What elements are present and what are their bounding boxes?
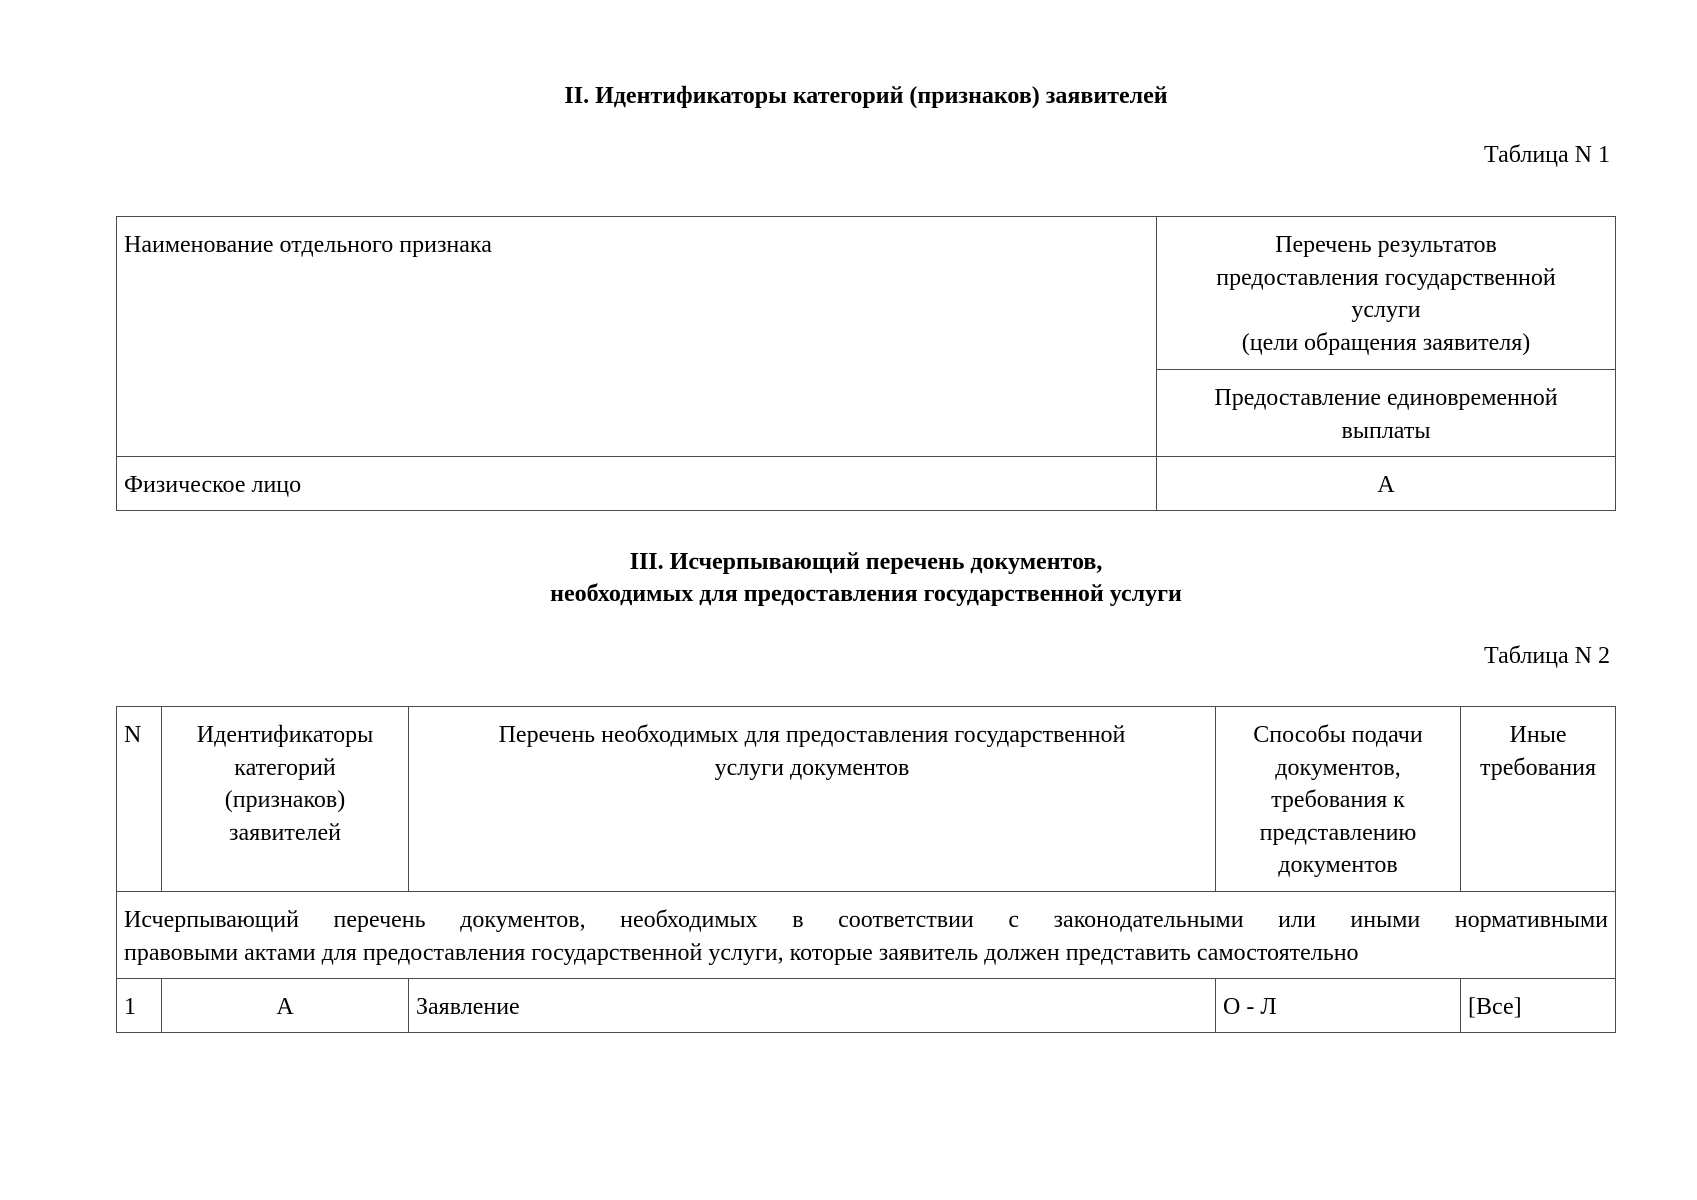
table-1-caption: Таблица N 1 bbox=[1484, 142, 1610, 168]
table-1-header-results-line: предоставления государственной bbox=[1216, 264, 1556, 291]
section-3-heading-line: необходимых для предоставления государственной услуги bbox=[550, 581, 1182, 607]
table-row bbox=[117, 979, 1616, 1033]
section-2-heading-text: II. Идентификаторы категорий (признаков) заявителей bbox=[564, 83, 1168, 109]
table-1-header-results-line: услуги bbox=[1351, 297, 1421, 323]
table-2-header-methods-line: представлению bbox=[1259, 819, 1417, 846]
table-1-header-feature-name-text: Наименование отдельного признака bbox=[124, 232, 492, 258]
table-2 bbox=[116, 706, 1616, 1033]
table-2-header-other-line: Иные bbox=[1509, 722, 1567, 748]
table-2-caption: Таблица N 2 bbox=[1484, 643, 1610, 669]
table-2-header-row bbox=[117, 707, 1616, 892]
table-2-header-methods bbox=[1216, 707, 1461, 892]
table-2-cell-document: Заявление bbox=[409, 979, 1216, 1033]
table-2-cell-n: 1 bbox=[117, 979, 162, 1033]
table-2-header-identifiers-line: Идентификаторы bbox=[196, 722, 374, 748]
table-2-cell-other: [Все] bbox=[1461, 979, 1616, 1033]
table-2-cell-method: О - Л bbox=[1216, 979, 1461, 1033]
table-2-header-documents-line: Перечень необходимых для предоставления государственной bbox=[498, 722, 1126, 748]
table-1-header-results-line: Перечень результатов bbox=[1275, 232, 1497, 258]
table-2-header-other bbox=[1461, 707, 1616, 892]
table-2-header-identifiers bbox=[162, 707, 409, 892]
table-2-header-documents bbox=[409, 707, 1216, 892]
table-1-cell-name: Физическое лицо bbox=[117, 457, 1157, 511]
table-1-header-results-line: (цели обращения заявителя) bbox=[1241, 329, 1531, 356]
table-2-group-line: правовыми актами для предоставления государственной услуги, которые заявитель должен представить самостоятельно bbox=[124, 939, 1359, 966]
table-2-header-identifiers-line: категорий bbox=[234, 754, 336, 781]
table-2-group-row bbox=[117, 892, 1616, 979]
table-2-header-n: N bbox=[117, 707, 162, 892]
table-2-group-cell bbox=[117, 892, 1616, 979]
table-2-header-documents-line: услуги документов bbox=[714, 754, 910, 781]
table-1-header-single-payment bbox=[1157, 370, 1616, 457]
table-1-cell-value: А bbox=[1157, 457, 1616, 511]
table-2-header-identifiers-line: (признаков) bbox=[224, 787, 346, 813]
table-2-header-identifiers-line: заявителей bbox=[229, 819, 341, 846]
table-2-header-methods-line: Способы подачи bbox=[1253, 722, 1423, 748]
table-1-header-single-payment-line: Предоставление единовременной bbox=[1214, 385, 1558, 411]
table-1-header-row bbox=[117, 217, 1616, 370]
section-2-heading bbox=[116, 80, 1616, 112]
table-row bbox=[117, 457, 1616, 511]
table-2-header-methods-line: документов bbox=[1278, 852, 1398, 878]
table-2-group-line: Исчерпывающий перечень документов, необходимых в соответствии с законодательными или иными нормативными bbox=[124, 907, 1608, 933]
table-1 bbox=[116, 216, 1616, 511]
section-3-heading bbox=[116, 546, 1616, 610]
table-2-header-methods-line: документов, bbox=[1275, 754, 1401, 781]
table-2-cell-identifier: А bbox=[162, 979, 409, 1033]
table-2-header-other-line: требования bbox=[1479, 754, 1597, 781]
table-1-header-feature-name bbox=[117, 217, 1157, 457]
table-2-header-methods-line: требования к bbox=[1271, 787, 1405, 813]
table-1-header-single-payment-line: выплаты bbox=[1341, 417, 1431, 444]
table-1-header-results bbox=[1157, 217, 1616, 370]
section-3-heading-line: III. Исчерпывающий перечень документов, bbox=[629, 549, 1103, 575]
